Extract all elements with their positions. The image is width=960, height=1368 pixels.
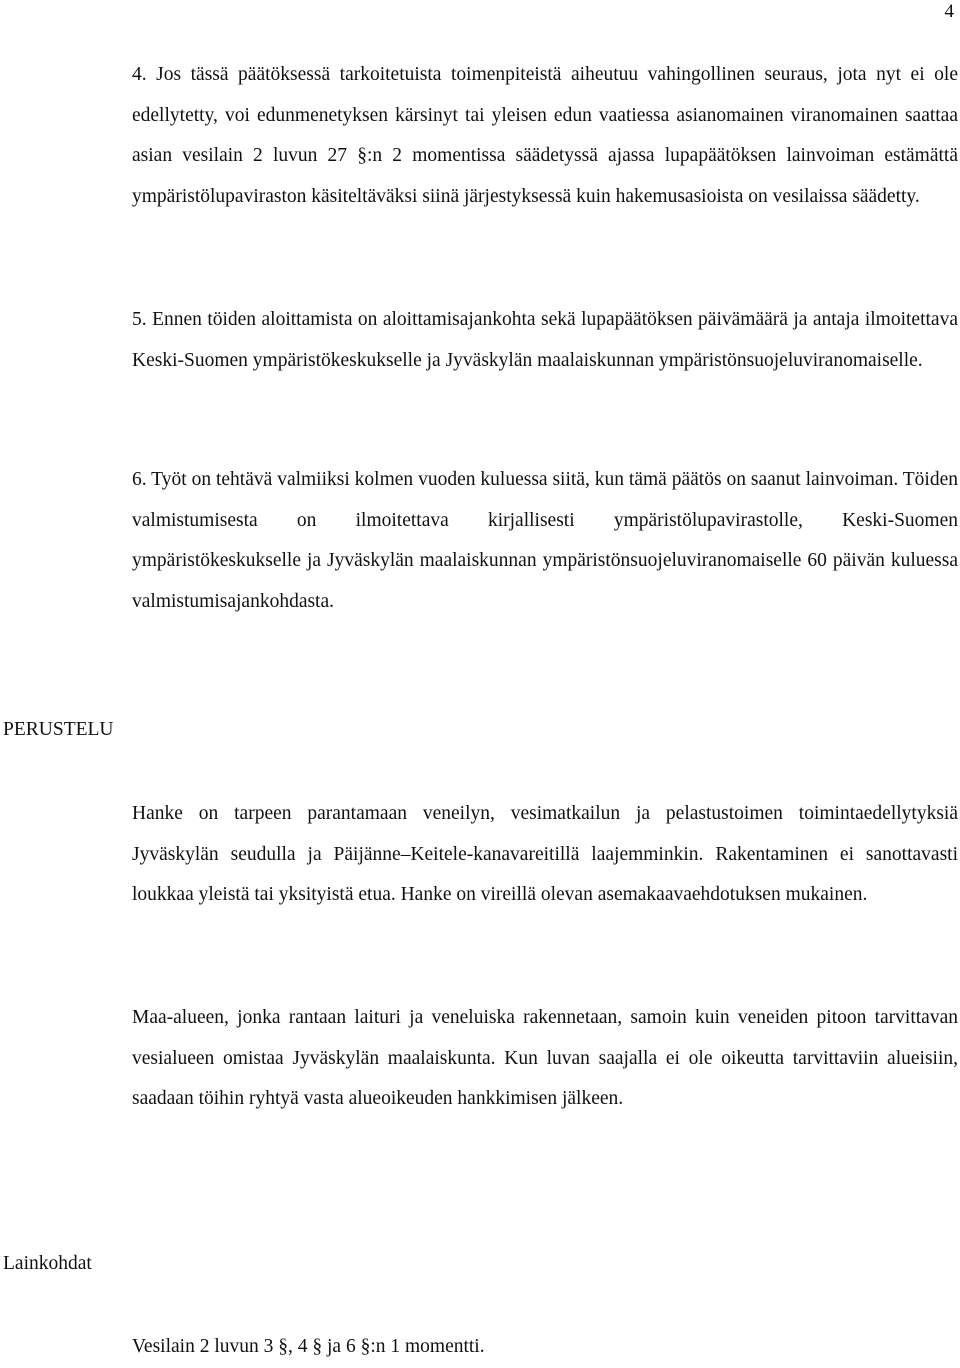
paragraph-item-5: 5. Ennen töiden aloittamista on aloittamisajankohta sekä lupapäätöksen päivämäärä ja antaja ilmoitettava Keski-Suomen ympäristökeskukselle ja Jyväskylän maalaiskunnan ympäristönsuojeluviranomaiselle. (132, 309, 958, 371)
page-number: 4 (944, 1, 954, 22)
paragraph-item-6: 6. Työt on tehtävä valmiiksi kolmen vuoden kuluessa siitä, kun tämä päätös on saanut lainvoiman. Töiden valmistumisesta on ilmoitettava kirjallisesti ympäristölupavirastolle, Keski-Suomen ympäristökeskukselle ja Jyväskylän maalaiskunnan ympäristönsuojeluviranomaiselle 60 päivän kuluessa valmistumisajankohdasta. (132, 469, 958, 612)
section-heading-lainkohdat: Lainkohdat (3, 1253, 92, 1274)
paragraph-item-4: 4. Jos tässä päätöksessä tarkoitetuista toimenpiteistä aiheutuu vahingollinen seuraus, jota nyt ei ole edellytetty, voi edunmenetyksen kärsinyt tai yleisen edun vaatiessa asianomainen viranomainen saattaa asian vesilain 2 luvun 27 §:n 2 momentissa säädetyssä ajassa lupapäätöksen lainvoiman estämättä ympäristölupaviraston käsiteltäväksi siinä järjestyksessä kuin hakemusasioista on vesilaissa säädetty. (132, 64, 958, 207)
perustelu-paragraph-2: Maa-alueen, jonka rantaan laituri ja veneluiska rakennetaan, samoin kuin veneiden pitoon tarvittavan vesialueen omistaa Jyväskylän maalaiskunta. Kun luvan saajalla ei ole oikeutta tarvittaviin alueisiin, saadaan töihin ryhtyä vasta alueoikeuden hankkimisen jälkeen. (132, 1007, 958, 1109)
lainkohdat-text: Vesilain 2 luvun 3 §, 4 § ja 6 §:n 1 momentti. (132, 1336, 485, 1357)
perustelu-paragraph-1: Hanke on tarpeen parantamaan veneilyn, vesimatkailun ja pelastustoimen toimintaedellytyksiä Jyväskylän seudulla ja Päijänne–Keitele-kanavareitillä laajemminkin. Rakentaminen ei sanottavasti loukkaa yleistä tai yksityistä etua. Hanke on vireillä olevan asemakaavaehdotuksen mukainen. (132, 803, 958, 905)
section-heading-perustelu: PERUSTELU (3, 719, 114, 740)
